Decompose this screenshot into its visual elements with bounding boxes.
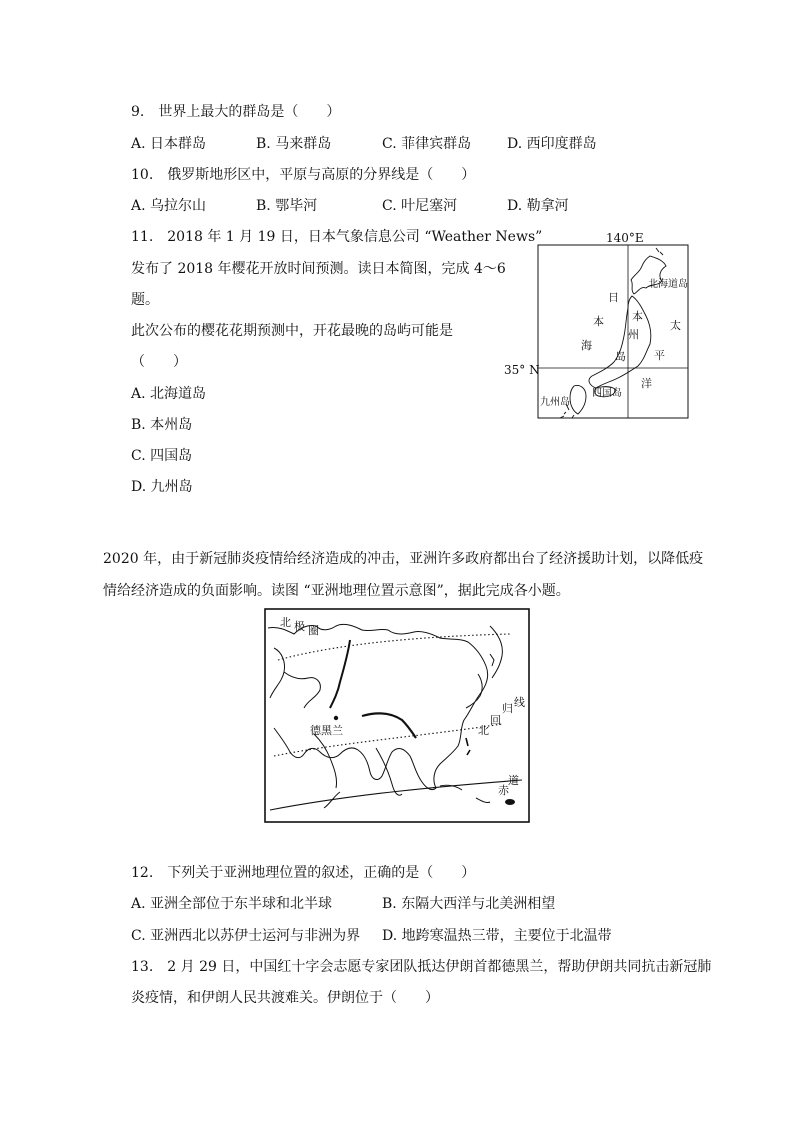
label-tehran: 德黑兰 [310,724,343,737]
q11-option-d[interactable]: D. 九州岛 [131,479,193,495]
label-arctic-2: 极 [294,620,305,633]
q12-option-b[interactable]: B. 东隔大西洋与北美洲相望 [382,896,556,912]
q9-stem: 9. 世界上最大的群岛是（ ） [131,104,341,120]
label-tropic-4: 线 [514,696,525,709]
q9-option-a[interactable]: A. 日本群岛 [131,136,207,152]
intro-line-2: 情给经济造成的负面影响。读图 “亚洲地理位置示意图”，据此完成各小题。 [103,583,570,599]
q11-option-a[interactable]: A. 北海道岛 [131,386,207,402]
label-tropic-1: 北 [478,724,489,737]
q11-option-c[interactable]: C. 四国岛 [131,448,193,464]
label-pacific-3: 洋 [641,377,652,390]
label-kyushu: 九州岛 [540,397,570,408]
intro-line-1: 2020 年，由于新冠肺炎疫情给经济造成的冲击，亚洲许多政府都出台了经济援助计划，以降低疫 [103,551,704,567]
label-arctic-3: 圈 [308,624,319,637]
q11-stem-line-4: 此次公布的樱花花期预测中，开花最晚的岛屿可能是 [131,323,453,339]
label-honshu-2: 州 [628,328,639,341]
q11-stem-line-2: 发布了 2018 年樱花开放时间预测。读日本简图，完成 4～6 [131,261,506,277]
q10-option-b[interactable]: B. 鄂毕河 [256,198,318,214]
label-arctic-1: 北 [280,616,291,629]
japan-map-lon-label: 140°E [606,231,644,245]
label-honshu-1: 本 [632,310,643,323]
japan-map [500,228,695,423]
q13-stem-line-2: 炎疫情，和伊朗人民共渡难关。伊朗位于（ ） [131,990,439,1006]
label-equator-2: 道 [508,774,519,787]
asia-map [264,608,530,824]
q10-option-c[interactable]: C. 叶尼塞河 [382,198,458,214]
label-equator-1: 赤 [498,784,509,797]
q12-option-d[interactable]: D. 地跨寒温热三带，主要位于北温带 [382,928,612,944]
label-tropic-3: 归 [502,702,513,715]
q10-option-d[interactable]: D. 勒拿河 [507,198,569,214]
island-mark [505,799,515,805]
q10-option-a[interactable]: A. 乌拉尔山 [131,198,207,214]
label-shikoku: 四国岛 [592,388,622,399]
q10-stem: 10. 俄罗斯地形区中，平原与高原的分界线是（ ） [131,167,476,183]
q11-stem-line-1: 11. 2018 年 1 月 19 日，日本气象信息公司 “Weather News” [131,229,543,245]
q13-stem-line-1: 13. 2 月 29 日，中国红十字会志愿专家团队抵达伊朗首都德黑兰，帮助伊朗共同抗击新冠肺 [131,959,712,975]
japan-map-lat-label: 35° N [504,363,540,377]
q9-option-d[interactable]: D. 西印度群岛 [507,136,597,152]
tehran-marker [334,716,338,720]
q12-option-a[interactable]: A. 亚洲全部位于东半球和北半球 [131,896,333,912]
q12-stem: 12. 下列关于亚洲地理位置的叙述，正确的是（ ） [131,865,476,881]
label-hokkaido: 北海道岛 [648,279,688,290]
q9-option-c[interactable]: C. 菲律宾群岛 [382,136,472,152]
q12-option-c[interactable]: C. 亚洲西北以苏伊士运河与非洲为界 [131,928,361,944]
q9-option-b[interactable]: B. 马来群岛 [256,136,332,152]
label-japan-sea-1: 日 [608,291,619,304]
ryukyu-islands [560,412,566,418]
label-pacific-1: 太 [670,319,681,332]
q11-option-b[interactable]: B. 本州岛 [131,417,193,433]
label-japan-sea-3: 海 [581,339,592,352]
q11-stem-line-5: （ ） [131,354,187,370]
label-pacific-2: 平 [654,349,665,362]
label-tropic-2: 回 [490,714,501,727]
q11-stem-line-3: 题。 [131,292,159,308]
label-honshu-3: 岛 [615,350,626,363]
label-japan-sea-2: 本 [593,315,604,328]
